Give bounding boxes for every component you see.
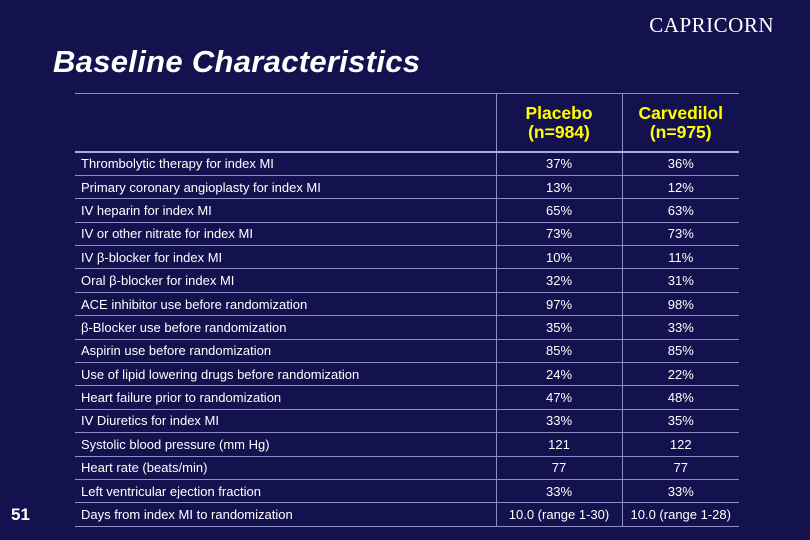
placebo-value: 121 (496, 433, 622, 456)
table-row (75, 433, 739, 456)
header-carvedilol (622, 94, 739, 153)
carvedilol-value: 73% (622, 222, 739, 245)
header-placebo-n: (n=984) (528, 121, 590, 142)
carvedilol-value: 36% (622, 152, 739, 175)
placebo-value: 77 (496, 456, 622, 479)
table-row (75, 222, 739, 245)
placebo-value: 47% (496, 386, 622, 409)
carvedilol-value: 77 (622, 456, 739, 479)
row-label: Left ventricular ejection fraction (75, 479, 496, 502)
table-row (75, 386, 739, 409)
row-label: β-Blocker use before randomization (75, 316, 496, 339)
row-label: Oral β-blocker for index MI (75, 269, 496, 292)
placebo-value: 24% (496, 363, 622, 386)
slide-title: Baseline Characteristics (53, 44, 421, 79)
carvedilol-value: 31% (622, 269, 739, 292)
placebo-value: 13% (496, 175, 622, 198)
carvedilol-value: 48% (622, 386, 739, 409)
placebo-value: 37% (496, 152, 622, 175)
row-label: Heart failure prior to randomization (75, 386, 496, 409)
row-label: IV β-blocker for index MI (75, 246, 496, 269)
header-placebo-name: Placebo (525, 102, 593, 123)
placebo-value: 32% (496, 269, 622, 292)
placebo-value: 97% (496, 292, 622, 315)
row-label: Use of lipid lowering drugs before randomization (75, 363, 496, 386)
table-row (75, 316, 739, 339)
table-body (75, 152, 739, 526)
table-row (75, 175, 739, 198)
carvedilol-value: 33% (622, 479, 739, 502)
row-label: Primary coronary angioplasty for index MI (75, 175, 496, 198)
carvedilol-value: 85% (622, 339, 739, 362)
baseline-characteristics-table (75, 93, 739, 527)
carvedilol-value: 98% (622, 292, 739, 315)
row-label: IV heparin for index MI (75, 199, 496, 222)
row-label: Thrombolytic therapy for index MI (75, 152, 496, 175)
row-label: Heart rate (beats/min) (75, 456, 496, 479)
slide-number: 51 (11, 505, 30, 524)
baseline-table-container (75, 93, 739, 527)
carvedilol-value: 22% (622, 363, 739, 386)
table-row (75, 456, 739, 479)
placebo-value: 10.0 (range 1-30) (496, 503, 622, 526)
row-label: IV Diuretics for index MI (75, 409, 496, 432)
placebo-value: 33% (496, 409, 622, 432)
table-row (75, 246, 739, 269)
header-blank-cell (75, 94, 496, 153)
table-row (75, 152, 739, 175)
brand-label: CAPRICORN (649, 13, 774, 37)
placebo-value: 35% (496, 316, 622, 339)
row-label: ACE inhibitor use before randomization (75, 292, 496, 315)
table-row (75, 503, 739, 526)
carvedilol-value: 122 (622, 433, 739, 456)
table-header-row (75, 94, 739, 153)
table-row (75, 199, 739, 222)
row-label: Aspirin use before randomization (75, 339, 496, 362)
carvedilol-value: 35% (622, 409, 739, 432)
header-carvedilol-name: Carvedilol (638, 102, 724, 123)
placebo-value: 85% (496, 339, 622, 362)
header-carvedilol-n: (n=975) (649, 121, 712, 142)
table-row (75, 269, 739, 292)
header-placebo (496, 94, 622, 153)
table-row (75, 479, 739, 502)
row-label: Systolic blood pressure (mm Hg) (75, 433, 496, 456)
row-label: IV or other nitrate for index MI (75, 222, 496, 245)
table-row (75, 339, 739, 362)
placebo-value: 65% (496, 199, 622, 222)
table-row (75, 409, 739, 432)
table-row (75, 363, 739, 386)
carvedilol-value: 10.0 (range 1-28) (622, 503, 739, 526)
carvedilol-value: 12% (622, 175, 739, 198)
placebo-value: 10% (496, 246, 622, 269)
placebo-value: 33% (496, 479, 622, 502)
table-row (75, 292, 739, 315)
carvedilol-value: 33% (622, 316, 739, 339)
carvedilol-value: 63% (622, 199, 739, 222)
row-label: Days from index MI to randomization (75, 503, 496, 526)
placebo-value: 73% (496, 222, 622, 245)
carvedilol-value: 11% (622, 246, 739, 269)
